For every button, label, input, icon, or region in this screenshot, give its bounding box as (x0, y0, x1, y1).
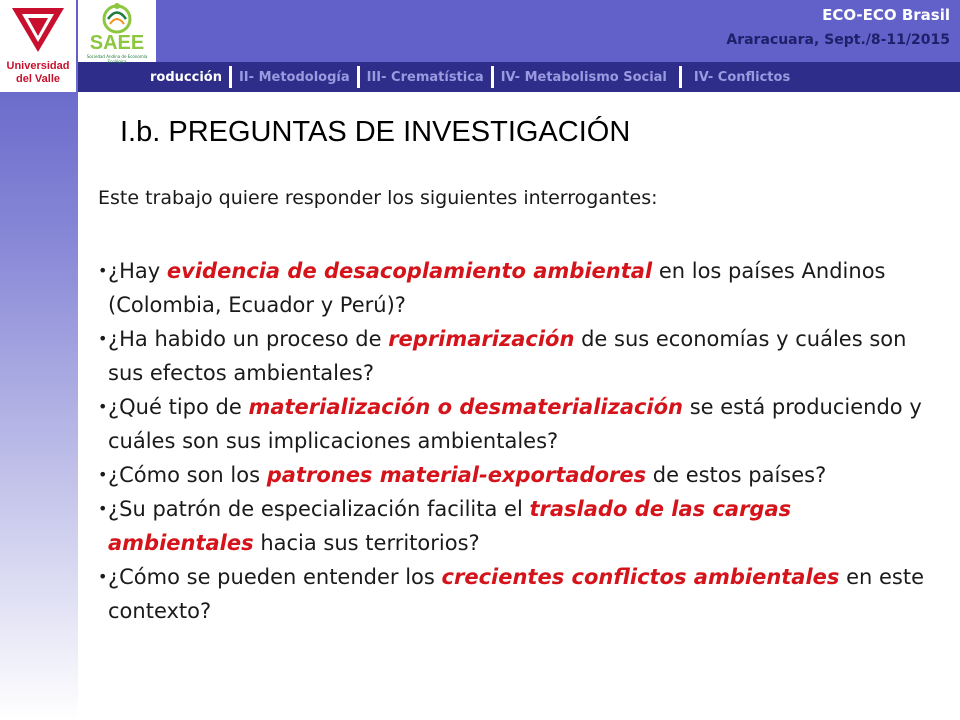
nav-separator (229, 66, 232, 88)
question-item (98, 322, 938, 390)
slide-title: I.b. PREGUNTAS DE INVESTIGACIÓN (120, 116, 631, 148)
saee-logo-text: SAEE (89, 32, 145, 54)
conference-subtitle: Araracuara, Sept./8-11/2015 (726, 32, 950, 48)
question-item (98, 560, 938, 628)
saee-logo (78, 0, 156, 62)
nav-item-metodologia[interactable]: II- Metodología (238, 69, 350, 85)
question-item (98, 458, 938, 492)
nav-item-conflictos[interactable]: IV- Conflictos (693, 69, 791, 85)
questions-list (98, 254, 938, 628)
question-text: de sus economías y cuáles son sus efectos ambientales? (108, 327, 907, 385)
question-text: ¿Qué tipo de (108, 395, 249, 419)
question-item (98, 492, 938, 560)
saee-logo-subtitle: Sociedad Andina de Economía Ecológica (86, 54, 148, 64)
question-item (98, 254, 938, 322)
question-highlight: evidencia de desacoplamiento ambiental (166, 259, 653, 283)
univalle-logo-line1: Universidad (6, 60, 70, 72)
question-text: se está produciendo y cuáles son sus implicaciones ambientales? (108, 395, 922, 453)
conference-title: ECO-ECO Brasil (822, 6, 950, 24)
left-decorative-bar (0, 0, 78, 720)
nav-item-crematistica[interactable]: III- Crematística (366, 69, 484, 85)
question-text: en este contexto? (108, 565, 925, 623)
question-text: ¿Cómo se pueden entender los (108, 565, 442, 589)
nav-separator (491, 66, 494, 88)
question-highlight: reprimarización (388, 327, 575, 351)
question-text: ¿Hay (108, 259, 167, 283)
question-highlight: traslado de las cargas ambientales (108, 497, 792, 555)
question-highlight: materialización o desmaterialización (248, 395, 684, 419)
question-text: ¿Su patrón de especialización facilita el (108, 497, 530, 521)
nav-separator (357, 66, 360, 88)
question-text: de estos países? (646, 463, 827, 487)
universidad-del-valle-logo (0, 0, 76, 92)
univalle-crest-icon (8, 4, 68, 56)
question-highlight: patrones material-exportadores (266, 463, 647, 487)
question-text: ¿Ha habido un proceso de (108, 327, 389, 351)
question-highlight: crecientes conflictos ambientales (441, 565, 840, 589)
saee-swirl-icon (100, 2, 134, 34)
question-text: ¿Cómo son los (108, 463, 267, 487)
question-item (98, 390, 938, 458)
univalle-logo-line2: del Valle (15, 73, 61, 85)
question-text: hacia sus territorios? (253, 531, 480, 555)
question-text: en los países Andinos (Colombia, Ecuador y Perú)? (108, 259, 886, 317)
section-nav (150, 62, 790, 92)
intro-text: Este trabajo quiere responder los siguientes interrogantes: (98, 187, 658, 209)
nav-item-metabolismo-social[interactable]: IV- Metabolismo Social (500, 69, 667, 85)
nav-separator (679, 66, 682, 88)
nav-item-introduccion[interactable]: roducción (150, 69, 222, 85)
